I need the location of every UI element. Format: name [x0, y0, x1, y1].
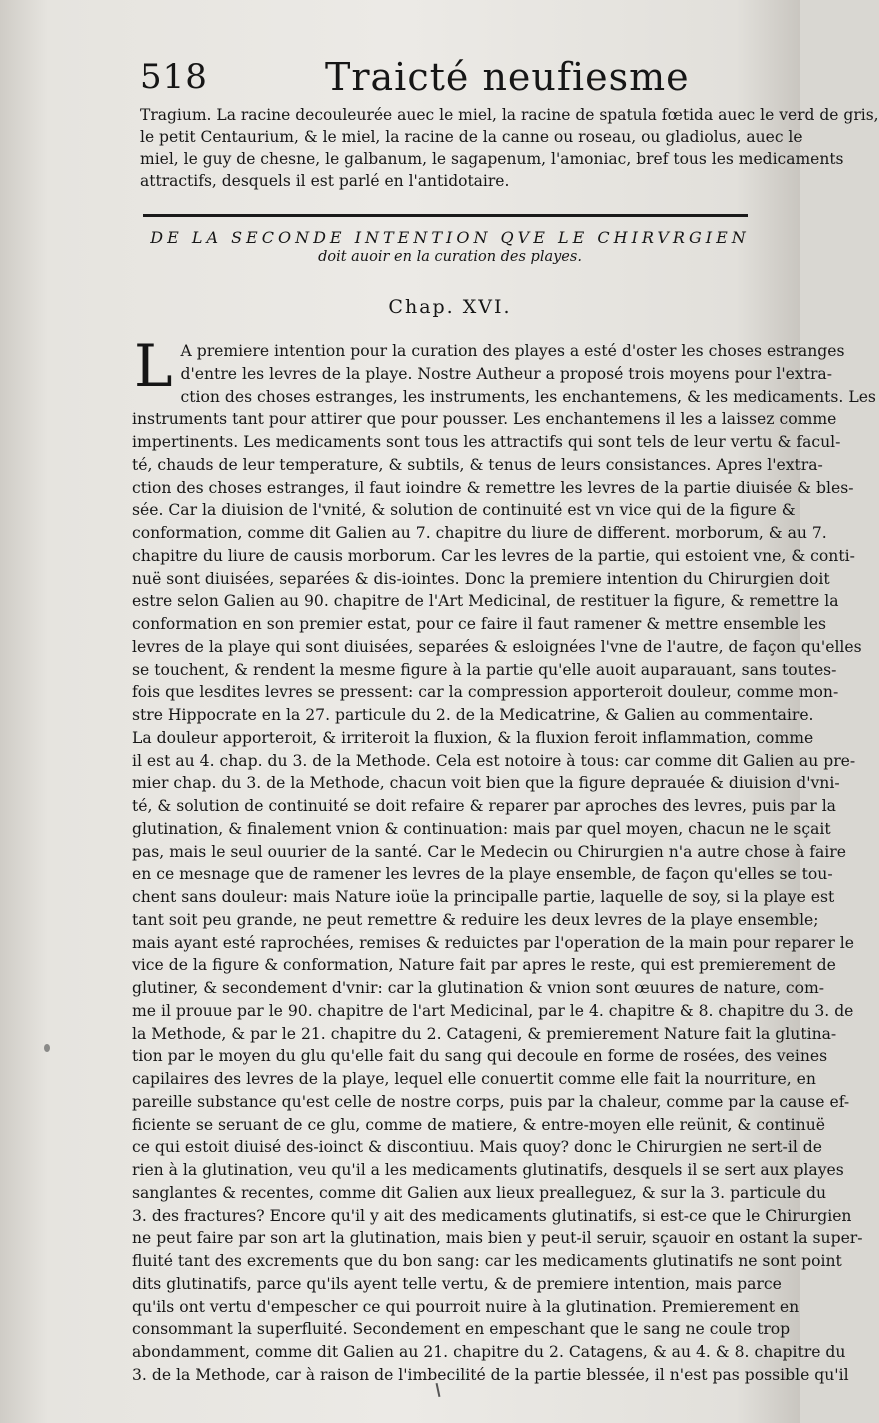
body-line: glutination, & finalement vnion & continuation: mais par quel moyen, chacun ne le sçait [132, 819, 831, 838]
body-line: té, chauds de leur temperature, & subtils, & tenus de leurs consistances. Apres l'extra- [132, 455, 823, 474]
body-line: il est au 4. chap. du 3. de la Methode. Cela est notoire à tous: car comme dit Galien au pre- [132, 751, 856, 770]
body-line: en ce mesnage que de ramener les levres de la playe ensemble, de façon qu'elles se tou- [132, 865, 833, 884]
body-line: tion par le moyen du glu qu'elle fait du sang qui decoule en forme de rosées, des veines [132, 1047, 828, 1066]
body-line: consommant la superfluité. Secondement en empeschant que le sang ne coule trop [132, 1320, 791, 1339]
body-line: ne peut faire par son art la glutination, mais bien y peut-il seruir, sçauoir en ostant la super- [132, 1229, 863, 1248]
body-line: mier chap. du 3. de la Methode, chacun voit bien que la figure deprauée & diuision d'vni- [132, 774, 840, 793]
body-line: 3. de la Methode, car à raison de l'imbecilité de la partie blessée, il n'est pas possible qu'il [132, 1365, 849, 1384]
margin-blot [44, 1044, 50, 1052]
body-line: la Methode, & par le 21. chapitre du 2. Catageni, & premierement Nature fait la glutina- [132, 1024, 837, 1043]
body-line: pas, mais le seul ouurier de la santé. Car le Medecin ou Chirurgien n'a autre chose à faire [132, 842, 846, 861]
body-line: d'entre les levres de la playe. Nostre Autheur a proposé trois moyens pour l'extra- [180, 364, 832, 383]
body-line: levres de la playe qui sont diuisées, separées & esloignées l'vne de l'autre, de façon qu'elles [132, 637, 862, 656]
body-line: fois que lesdites levres se pressent: car la compression apporteroit douleur, comme mon- [132, 683, 839, 702]
body-line: mais ayant esté raprochées, remises & reduictes par l'operation de la main pour reparer le [132, 933, 855, 952]
body-line: capilaires des levres de la playe, lequel elle conuertit comme elle fait la nourriture, en [132, 1070, 816, 1088]
page-header [140, 55, 760, 103]
body-line: sanglantes & recentes, comme dit Galien aux lieux prealleguez, & sur la 3. particule du [132, 1183, 827, 1202]
intro-line: le petit Centaurium, & le miel, la racine de la canne ou roseau, ou gladiolus, auec le [140, 128, 803, 146]
intro-line: miel, le guy de chesne, le galbanum, le sagapenum, l'amoniac, bref tous les medicaments [140, 150, 844, 168]
body-line: nuë sont diuisées, separées & dis-iointes. Donc la premiere intention du Chirurgien doit [132, 569, 830, 588]
body-line: chapitre du liure de causis morborum. Car les levres de la partie, qui estoient vne, & conti- [132, 546, 855, 565]
running-title: Traicté neufiesme [325, 55, 690, 99]
body-line: ction des choses estranges, il faut ioindre & remettre les levres de la partie diuisée & bles- [132, 478, 854, 497]
body-line: ficiente se seruant de ce glu, comme de matiere, & entre-moyen elle reünit, & continuë [132, 1115, 825, 1134]
section-divider [143, 214, 748, 217]
chapter-heading: Chap. XVI. [388, 296, 512, 318]
body-line: se touchent, & rendent la mesme figure à la partie qu'elle auoit auparauant, sans toutes- [132, 660, 837, 679]
body-line: estre selon Galien au 90. chapitre de l'Art Medicinal, de restituer la figure, & remettre la [132, 592, 839, 611]
section-heading [150, 228, 750, 265]
body-line: A premiere intention pour la curation des playes a esté d'oster les choses estranges [180, 342, 845, 360]
body-line: rien à la glutination, veu qu'il a les medicaments glutinatifs, desquels il se sert aux playes [132, 1161, 844, 1179]
body-line: impertinents. Les medicaments sont tous les attractifs qui sont tels de leur vertu & facul- [132, 433, 841, 451]
body-line: instruments tant pour attirer que pour pousser. Les enchantemens il les a laissez comme [132, 410, 837, 429]
body-line: vice de la figure & conformation, Nature fait par apres le reste, qui est premierement de [132, 956, 836, 975]
body-line: ce qui estoit diuisé des-ioinct & discontiuu. Mais quoy? donc le Chirurgien ne sert-il de [132, 1138, 822, 1157]
body-line: glutiner, & secondement d'vnir: car la glutination & vnion sont œuures de nature, com- [132, 979, 825, 997]
body-line: fluité tant des excrements que du bon sang: car les medicaments glutinatifs ne sont point [132, 1252, 842, 1270]
drop-cap: L [134, 332, 173, 400]
intro-line: attractifs, desquels il est parlé en l'antidotaire. [140, 172, 510, 190]
body-line: té, & solution de continuité se doit refaire & reparer par aproches des levres, puis par la [132, 797, 836, 815]
body-line: sée. Car la diuision de l'vnité, & solution de continuité est vn vice qui de la figure & [132, 501, 796, 520]
body-line: tant soit peu grande, ne peut remettre & reduire les deux levres de la playe ensemble; [132, 910, 819, 929]
intro-line: Tragium. La racine decouleurée auec le miel, la racine de spatula fœtida auec le verd de gris, [140, 106, 879, 124]
page-number: 518 [140, 57, 208, 97]
body-line: pareille substance qu'est celle de nostre corps, puis par la chaleur, comme par la cause ef- [132, 1092, 850, 1111]
section-title-line-1: DE LA SECONDE INTENTION QVE LE CHIRVRGIEN [150, 228, 750, 247]
chapter-body [132, 332, 876, 1387]
body-line: ction des choses estranges, les instruments, les enchantemens, & les medicaments. Les [180, 387, 876, 406]
body-line: 3. des fractures? Encore qu'il y ait des medicaments glutinatifs, si est-ce que le Chirurgien [132, 1206, 852, 1225]
body-line: abondamment, comme dit Galien au 21. chapitre du 2. Catagens, & au 4. & 8. chapitre du [132, 1343, 846, 1361]
body-line: conformation en son premier estat, pour ce faire il faut ramener & mettre ensemble les [132, 615, 827, 633]
body-line: qu'ils ont vertu d'empescher ce qui pourroit nuire à la glutination. Premierement en [132, 1297, 800, 1316]
body-line: dits glutinatifs, parce qu'ils ayent telle vertu, & de premiere intention, mais parce [132, 1274, 782, 1293]
body-line: conformation, comme dit Galien au 7. chapitre du liure de different. morborum, & au 7. [132, 524, 827, 542]
body-line: stre Hippocrate en la 27. particule du 2. de la Medicatrine, & Galien au commentaire. [132, 706, 814, 724]
body-line: me il prouue par le 90. chapitre de l'art Medicinal, par le 4. chapitre & 8. chapitre du 3. de [132, 1001, 854, 1020]
body-line: chent sans douleur: mais Nature ioüe la principalle partie, laquelle de soy, si la playe est [132, 888, 835, 906]
body-line: La douleur apporteroit, & irriteroit la fluxion, & la fluxion feroit inflammation, comme [132, 728, 814, 747]
section-title-line-2: doit auoir en la curation des playes. [318, 249, 582, 265]
intro-paragraph [140, 104, 879, 192]
